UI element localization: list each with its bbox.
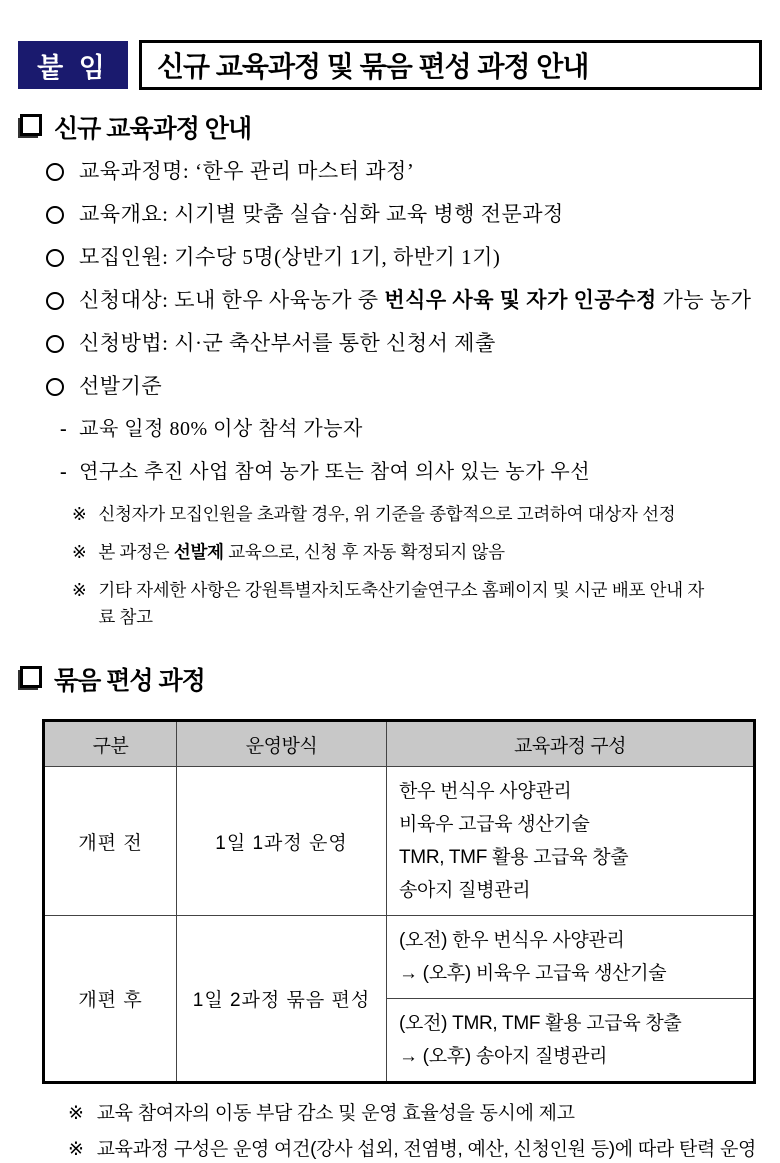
criteria-item-attendance: - 교육 일정 80% 이상 참석 가능자 xyxy=(60,415,780,443)
bundle-composition-table xyxy=(42,719,756,1084)
circle-bullet-icon xyxy=(46,249,64,267)
reference-mark-icon: ※ xyxy=(68,1103,84,1124)
section-heading-label: 묶음 편성 과정 xyxy=(54,667,205,695)
bullet-selection-criteria: 선발기준 xyxy=(46,372,780,401)
reference-mark-icon: ※ xyxy=(68,1139,84,1160)
circle-bullet-icon xyxy=(46,163,64,181)
reference-mark-icon: ※ xyxy=(72,542,87,562)
note-selection-based: ※ 본 과정은 선발제 교육으로, 신청 후 자동 확정되지 않음 xyxy=(72,539,780,566)
bullet-course-overview: 교육개요: 시기별 맞춤 실습·심화 교육 병행 전문과정 xyxy=(46,200,780,229)
bullet-apply-target: 신청대상: 도내 한우 사육농가 중 번식우 사육 및 자가 인공수정 가능 농가 xyxy=(46,286,780,315)
note-list xyxy=(72,501,780,631)
col-header-category: 구분 xyxy=(44,721,177,767)
cell-method-before: 1일 1과정 운영 xyxy=(177,767,387,916)
col-header-courses: 교육과정 구성 xyxy=(387,721,755,767)
circle-bullet-icon xyxy=(46,292,64,310)
table-row-before xyxy=(44,767,755,916)
dash-marker: - xyxy=(60,418,68,440)
cell-category-before: 개편 전 xyxy=(44,767,177,916)
bullet-list xyxy=(46,157,780,401)
criteria-item-priority: - 연구소 추진 사업 참여 농가 또는 참여 의사 있는 농가 우선 xyxy=(60,458,780,486)
open-square-icon xyxy=(20,666,42,688)
col-header-method: 운영방식 xyxy=(177,721,387,767)
cell-bundle-1: (오전) 한우 번식우 사양관리 → (오후) 비육우 고급육 생산기술 xyxy=(387,916,755,999)
document-header xyxy=(18,40,762,90)
dash-marker: - xyxy=(60,461,68,483)
criteria-list xyxy=(60,415,780,486)
cell-bundle-2: (오전) TMR, TMF 활용 고급육 창출 → (오후) 송아지 질병관리 xyxy=(387,999,755,1083)
footer-note-list xyxy=(68,1100,780,1163)
footer-note-efficiency: ※ 교육 참여자의 이동 부담 감소 및 운영 효율성을 동시에 제고 xyxy=(68,1100,780,1127)
bullet-course-name: 교육과정명: ‘한우 관리 마스터 과정’ xyxy=(46,157,780,186)
table-row-after-1 xyxy=(44,916,755,999)
circle-bullet-icon xyxy=(46,378,64,396)
note-over-quota: ※ 신청자가 모집인원을 초과할 경우, 위 기준을 종합적으로 고려하여 대상자 선정 xyxy=(72,501,780,528)
bullet-recruit-count: 모집인원: 기수당 5명(상반기 1기, 하반기 1기) xyxy=(46,243,780,272)
circle-bullet-icon xyxy=(46,335,64,353)
attachment-badge: 붙 임 xyxy=(18,41,128,89)
section-heading-label: 신규 교육과정 안내 xyxy=(54,115,252,143)
note-more-info: ※ 기타 자세한 사항은 강원특별자치도축산기술연구소 홈페이지 및 시군 배포 안내 자료 참고 xyxy=(72,577,780,631)
circle-bullet-icon xyxy=(46,206,64,224)
reference-mark-icon: ※ xyxy=(72,504,87,524)
reference-mark-icon: ※ xyxy=(72,580,87,600)
section-heading-new-course xyxy=(20,109,780,145)
cell-method-after: 1일 2과정 묶음 편성 xyxy=(177,916,387,1083)
cell-category-after: 개편 후 xyxy=(44,916,177,1083)
cell-courses-before: 한우 번식우 사양관리 비육우 고급육 생산기술 TMR, TMF 활용 고급육 창출 송아지 질병관리 xyxy=(387,767,755,916)
table-header-row xyxy=(44,721,755,767)
document-title: 신규 교육과정 및 묶음 편성 과정 안내 xyxy=(139,40,762,90)
section-heading-bundle xyxy=(20,661,780,697)
open-square-icon xyxy=(20,114,42,136)
footer-note-flexible: ※ 교육과정 구성은 운영 여건(강사 섭외, 전염병, 예산, 신청인원 등)에 따라 탄력 운영 xyxy=(68,1136,780,1163)
bullet-apply-method: 신청방법: 시·군 축산부서를 통한 신청서 제출 xyxy=(46,329,780,358)
document-page xyxy=(0,40,780,1160)
